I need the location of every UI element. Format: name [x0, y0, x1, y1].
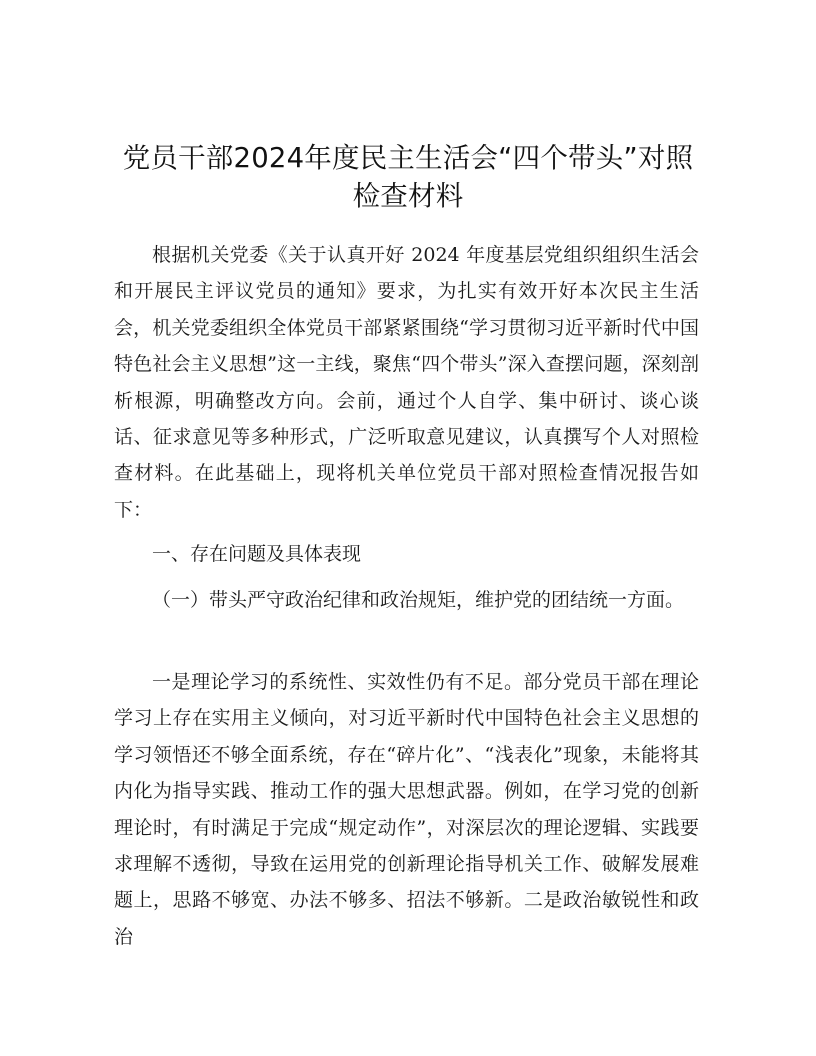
document-title: 党员干部2024年度民主生活会“四个带头”对照检查材料 — [122, 142, 694, 212]
section-heading: 一、存在问题及具体表现 — [152, 543, 362, 565]
subsection-heading: （一）带头严守政治纪律和政治规矩，维护党的团结统一方面。 — [152, 589, 685, 611]
body-paragraph: 一是理论学习的系统性、实效性仍有不足。部分党员干部在理论学习上存在实用主义倾向，对习近平新时代中国特色社会主义思想的学习领悟还不够全面系统，存在“碎片化”、“浅表化”现象，未能将其内化为指导实践、推动工作的强大思想武器。例如，在学习党的创新理论时，有时满足于完成“规定动作”，对深层次的理论逻辑、实践要求理解不透彻，导致在运用党的创新理论指导机关工作、破解发展难题上，思路不够宽、办法不够多、招法不够新。二是政治敏锐性和政治 — [114, 671, 699, 948]
intro-paragraph: 根据机关党委《关于认真开好 2024 年度基层党组织组织生活会和开展民主评议党员的通知》要求，为扎实有效开好本次民主生活会，机关党委组织全体党员干部紧紧围绕“学习贯彻习近平新时代中国特色社会主义思想”这一主线，聚焦“四个带头”深入查摆问题，深刻剖析根源，明确整改方向。会前，通过个人自学、集中研讨、谈心谈话、征求意见等多种形式，广泛听取意见建议，认真撰写个人对照检查材料。在此基础上，现将机关单位党员干部对照检查情况报告如下： — [114, 244, 699, 521]
